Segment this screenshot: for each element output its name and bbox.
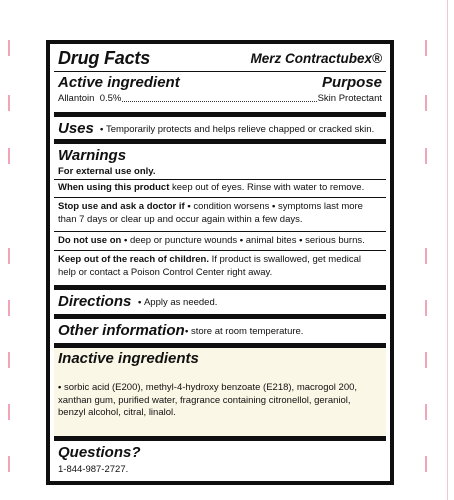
do-not-use-line: [54, 234, 386, 248]
drug-facts-header: [54, 48, 386, 70]
inactive-ingredients-heading: Inactive ingredients: [58, 350, 199, 367]
uses-section: [54, 118, 386, 138]
margin-tick: [425, 95, 427, 111]
stop-use-block: [54, 200, 386, 230]
questions-heading: Questions?: [58, 444, 141, 461]
ingredient-line: [58, 93, 382, 104]
page-edge-line: [447, 0, 448, 500]
stop-use-label: Stop use and ask a doctor if: [58, 201, 185, 212]
ingredient-name: Allantoin 0.5%: [58, 93, 122, 104]
keep-out-label: Keep out of the reach of children.: [58, 254, 209, 265]
other-info-text: • store at room temperature.: [185, 326, 303, 339]
ingredient-purpose: Skin Protectant: [317, 93, 382, 104]
drug-facts-panel: [46, 40, 394, 485]
divider: [54, 179, 386, 180]
margin-tick: [425, 352, 427, 368]
directions-section: [54, 291, 386, 313]
margin-tick: [425, 40, 427, 56]
margin-tick: [8, 40, 10, 56]
do-not-use-label: Do not use on: [58, 235, 122, 246]
keep-out-text: If product is swallowed, get medical help or contact a Poison Control Center right away.: [58, 254, 362, 278]
when-using-text: keep out of eyes. Rinse with water to remove.: [169, 182, 365, 193]
divider: [54, 197, 386, 198]
other-info-section: [54, 320, 386, 342]
section-rule: [54, 112, 386, 117]
do-not-use-item: • animal bites: [240, 235, 297, 246]
uses-heading: Uses: [58, 120, 94, 137]
do-not-use-item: • deep or puncture wounds: [124, 235, 237, 246]
do-not-use-item: • serious burns.: [299, 235, 365, 246]
other-info-heading: Other information: [58, 322, 185, 339]
margin-tick: [425, 456, 427, 472]
questions-section: [54, 442, 386, 480]
directions-heading: Directions: [58, 293, 132, 310]
stop-use-item: • symptoms last more than 7 days or clear up and occur again within a few days.: [58, 201, 363, 225]
margin-tick: [425, 404, 427, 420]
margin-tick: [8, 95, 10, 111]
margin-tick: [425, 300, 427, 316]
inactive-ingredients-text: [58, 382, 380, 420]
section-rule: [54, 436, 386, 441]
questions-phone: 1-844-987-2727.: [58, 464, 129, 475]
uses-text: • Temporarily protects and helps relieve chapped or cracked skin.: [100, 124, 374, 137]
directions-text: • Apply as needed.: [138, 297, 217, 310]
active-ingredient-section: [54, 73, 386, 111]
external-use-text: For external use only.: [58, 166, 156, 177]
divider: [54, 231, 386, 232]
margin-tick: [8, 404, 10, 420]
margin-tick: [8, 352, 10, 368]
purpose-heading: Purpose: [321, 74, 382, 91]
margin-tick: [425, 148, 427, 164]
when-using-line: [54, 181, 386, 195]
product-name: Merz Contractubex®: [250, 51, 382, 66]
active-ingredient-heading: Active ingredient: [58, 74, 180, 91]
drug-facts-title: Drug Facts: [58, 48, 151, 68]
dot-leader: [122, 101, 316, 102]
inactive-ingredients-section: [54, 348, 386, 436]
margin-tick: [8, 148, 10, 164]
warnings-heading: Warnings: [58, 147, 127, 164]
when-using-label: When using this product: [58, 182, 170, 193]
margin-tick: [8, 248, 10, 264]
inactive-ingredients-list: • sorbic acid (E200), methyl-4-hydroxy benzoate (E218), macrogol 200, xanthan gum, purified water, fragrance containing citronellol, geraniol, benzyl alcohol, citral, linalol.: [58, 382, 357, 418]
section-rule: [54, 285, 386, 290]
margin-tick: [8, 456, 10, 472]
divider: [54, 71, 386, 72]
keep-out-block: [54, 253, 386, 283]
stop-use-item: • condition worsens: [187, 201, 269, 212]
section-rule: [54, 314, 386, 319]
divider: [54, 250, 386, 251]
section-rule: [54, 139, 386, 144]
margin-tick: [425, 248, 427, 264]
margin-tick: [8, 300, 10, 316]
